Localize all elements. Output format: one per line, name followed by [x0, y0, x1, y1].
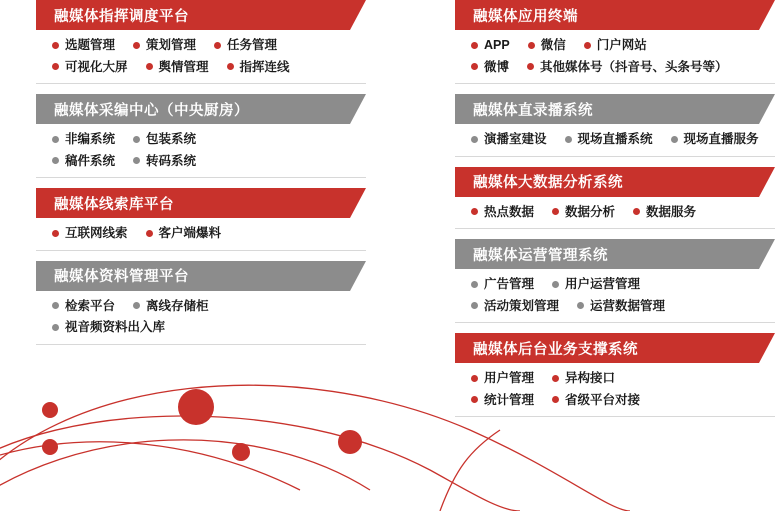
bullet-dot-icon [52, 302, 59, 309]
system-item[interactable] [584, 39, 647, 52]
system-block [36, 188, 366, 251]
system-item[interactable] [471, 61, 509, 74]
system-block-header[interactable] [455, 0, 775, 30]
bullet-dot-icon [471, 281, 478, 288]
system-item-label: 活动策划管理 [484, 298, 560, 313]
system-item[interactable] [552, 394, 640, 407]
system-item-label: 客户端爆料 [158, 226, 222, 240]
bullet-dot-icon [671, 136, 678, 143]
bullet-dot-icon [133, 42, 140, 49]
system-block [455, 94, 775, 157]
system-block [455, 239, 775, 323]
system-item-label: 稿件系统 [65, 153, 116, 168]
decor-dot [338, 430, 362, 454]
system-block-title: 融媒体运营管理系统 [473, 247, 608, 264]
bullet-dot-icon [577, 302, 584, 309]
bullet-dot-icon [52, 136, 59, 143]
item-row [471, 372, 775, 385]
bullet-dot-icon [471, 42, 478, 49]
system-item-label: 现场直播服务 [683, 132, 759, 146]
system-item-label: 微博 [484, 59, 510, 74]
bullet-dot-icon [528, 42, 535, 49]
system-item[interactable] [552, 372, 615, 385]
bullet-dot-icon [552, 375, 559, 382]
system-item-label: 可视化大屏 [65, 59, 128, 74]
system-item-label: 微信 [540, 38, 566, 52]
system-item-label: 舆情管理 [158, 59, 209, 74]
system-item-label: APP [484, 38, 510, 52]
item-row [471, 61, 775, 74]
bullet-dot-icon [552, 281, 559, 288]
system-item-label: 热点数据 [484, 204, 535, 219]
system-item[interactable] [471, 394, 534, 407]
bullet-dot-icon [52, 63, 59, 70]
system-block [455, 333, 775, 417]
system-item-label: 检索平台 [65, 298, 116, 313]
system-item-label: 数据分析 [565, 204, 616, 219]
system-item-label: 异构接口 [565, 371, 616, 385]
bullet-dot-icon [471, 396, 478, 403]
system-item[interactable] [577, 300, 665, 313]
system-block-header[interactable] [36, 0, 366, 30]
bullet-dot-icon [133, 157, 140, 164]
bullet-dot-icon [146, 230, 153, 237]
system-item[interactable] [471, 278, 534, 291]
system-block-header[interactable] [455, 94, 775, 124]
bullet-dot-icon [227, 63, 234, 70]
bullet-dot-icon [52, 42, 59, 49]
system-block [36, 0, 366, 84]
system-item-label: 互联网线索 [65, 226, 128, 240]
system-item-label: 门户网站 [596, 38, 647, 52]
system-item-label: 视音频资料出入库 [65, 320, 166, 334]
item-row [52, 133, 366, 146]
system-item-label: 省级平台对接 [565, 392, 641, 407]
system-item[interactable] [552, 278, 640, 291]
system-block-header[interactable] [455, 167, 775, 197]
item-row [52, 227, 366, 240]
item-row [471, 278, 775, 291]
system-block [455, 167, 775, 230]
system-item-label: 运营数据管理 [590, 298, 666, 313]
system-item-label: 用户管理 [484, 371, 535, 385]
decor-dot [42, 402, 58, 418]
system-block-title: 融媒体资料管理平台 [54, 269, 189, 285]
bullet-dot-icon [471, 375, 478, 382]
system-item[interactable] [214, 39, 277, 52]
left-column [36, 0, 366, 355]
system-block-header[interactable] [36, 188, 366, 218]
item-row [52, 61, 366, 74]
system-block-items [455, 30, 775, 84]
bullet-dot-icon [214, 42, 221, 49]
bullet-dot-icon [133, 302, 140, 309]
item-row [471, 133, 775, 146]
system-item-label: 转码系统 [146, 153, 197, 168]
system-block-items [36, 30, 366, 84]
system-item-label: 指挥连线 [239, 59, 290, 74]
item-row [471, 394, 775, 407]
system-item[interactable] [227, 61, 290, 74]
system-item[interactable] [552, 206, 615, 219]
system-block-items [36, 291, 366, 345]
item-row [52, 300, 366, 313]
bullet-dot-icon [471, 208, 478, 215]
system-item[interactable] [471, 133, 547, 146]
bullet-dot-icon [527, 63, 534, 70]
bullet-dot-icon [52, 230, 59, 237]
system-block-title: 融媒体大数据分析系统 [473, 175, 623, 191]
system-item[interactable] [52, 39, 115, 52]
system-item[interactable] [52, 321, 165, 334]
system-item-label: 非编系统 [65, 132, 116, 146]
system-item[interactable] [133, 155, 196, 168]
system-block-title: 融媒体线索库平台 [54, 196, 174, 213]
system-item[interactable] [133, 133, 196, 146]
system-item[interactable] [52, 300, 115, 313]
system-block-items [455, 269, 775, 323]
decor-dot [42, 439, 58, 455]
item-row [471, 300, 775, 313]
decor-dot [232, 443, 250, 461]
bullet-dot-icon [471, 63, 478, 70]
bullet-dot-icon [471, 302, 478, 309]
system-item-label: 用户运营管理 [565, 277, 641, 291]
system-block-title: 融媒体直录播系统 [473, 102, 593, 119]
system-item[interactable] [133, 39, 196, 52]
system-item[interactable] [52, 227, 128, 240]
system-item[interactable] [146, 227, 222, 240]
system-item-label: 其他媒体号（抖音号、头条号等） [540, 59, 728, 74]
system-block-items [455, 197, 775, 230]
system-item[interactable] [471, 206, 534, 219]
system-item-label: 策划管理 [146, 38, 197, 52]
system-item[interactable] [528, 39, 566, 52]
item-row [52, 321, 366, 334]
system-block-items [455, 363, 775, 417]
system-block-header[interactable] [455, 333, 775, 363]
bullet-dot-icon [633, 208, 640, 215]
system-item-label: 现场直播系统 [577, 132, 653, 146]
bullet-dot-icon [552, 208, 559, 215]
system-item[interactable] [52, 133, 115, 146]
system-block-header[interactable] [36, 94, 366, 124]
decor-dot-large [178, 389, 214, 425]
system-item[interactable] [471, 372, 534, 385]
bullet-dot-icon [565, 136, 572, 143]
system-block [36, 261, 366, 345]
system-block-items [455, 124, 775, 157]
system-block-title: 融媒体指挥调度平台 [54, 8, 189, 25]
system-block-title: 融媒体应用终端 [473, 8, 578, 25]
system-item[interactable] [633, 206, 696, 219]
system-block-items [36, 218, 366, 251]
bullet-dot-icon [133, 136, 140, 143]
system-item[interactable] [527, 61, 728, 74]
system-item-label: 数据服务 [646, 204, 697, 219]
item-row [471, 39, 775, 52]
bullet-dot-icon [584, 42, 591, 49]
item-row [52, 39, 366, 52]
system-item[interactable] [52, 61, 128, 74]
system-item-label: 统计管理 [484, 392, 535, 407]
system-block-title: 融媒体后台业务支撑系统 [473, 341, 638, 358]
system-item-label: 离线存储柜 [146, 298, 209, 313]
item-row [471, 206, 775, 219]
system-item-label: 演播室建设 [484, 132, 547, 146]
item-row [52, 155, 366, 168]
bullet-dot-icon [146, 63, 153, 70]
system-block-header[interactable] [455, 239, 775, 269]
system-item-label: 任务管理 [227, 38, 278, 52]
system-item-label: 包装系统 [146, 132, 197, 146]
bullet-dot-icon [471, 136, 478, 143]
system-block [36, 94, 366, 178]
system-item[interactable] [671, 133, 759, 146]
system-item[interactable] [52, 155, 115, 168]
system-item[interactable] [133, 300, 209, 313]
bullet-dot-icon [552, 396, 559, 403]
system-block-title: 融媒体采编中心（中央厨房） [54, 102, 249, 119]
system-item-label: 选题管理 [65, 38, 116, 52]
system-block-items [36, 124, 366, 178]
system-block-header[interactable] [36, 261, 366, 291]
system-item[interactable] [471, 300, 559, 313]
bullet-dot-icon [52, 324, 59, 331]
system-item[interactable] [565, 133, 653, 146]
system-block [455, 0, 775, 84]
bullet-dot-icon [52, 157, 59, 164]
right-column [455, 0, 775, 427]
system-item-label: 广告管理 [484, 277, 535, 291]
system-item[interactable] [146, 61, 209, 74]
system-item[interactable] [471, 39, 510, 52]
